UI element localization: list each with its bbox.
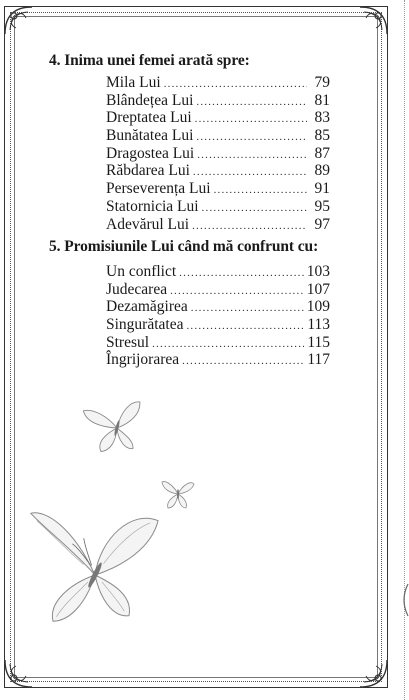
toc-entry-label: Stresul [106, 333, 150, 351]
toc-entry-label: Mila Lui [106, 74, 161, 91]
toc-entry-page: 83 [314, 109, 330, 127]
toc-entry-label: Dreptatea Lui [106, 109, 192, 127]
toc-entry-page: 115 [307, 333, 330, 351]
section-title: 5. Promisiunile Lui când mă confrunt cu: [49, 238, 319, 255]
toc-entry-label: Răbdarea Lui [106, 162, 190, 180]
toc-entry-page: 89 [314, 162, 330, 180]
toc-entry-label: Statornicia Lui [106, 197, 199, 215]
toc-entry-label: Un conflict [106, 263, 177, 280]
toc-entry-page: 113 [307, 316, 330, 334]
toc-entry-label: Dragostea Lui [106, 144, 195, 162]
toc-entry-label: Blândețea Lui [106, 91, 194, 109]
section-title: 4. Inima unei femei arată spre: [49, 52, 250, 69]
toc-entry-label: Îngrijorarea [106, 351, 180, 369]
toc-entry-page: 117 [307, 351, 330, 369]
toc-entry-label: Bunătatea Lui [106, 127, 194, 145]
toc-entry-page: 107 [306, 280, 330, 298]
toc-entry-page: 109 [306, 298, 330, 316]
toc-entry-page: 103 [306, 263, 330, 280]
butterfly-icon [31, 496, 171, 627]
toc-entry-page: 97 [314, 215, 330, 233]
toc-entry-page: 85 [314, 127, 330, 145]
butterfly-icon [83, 402, 144, 453]
toc-entry-label: Adevărul Lui [106, 215, 190, 233]
toc-entry-page: 95 [314, 197, 330, 215]
toc-entry-page: 91 [314, 180, 330, 198]
toc-entry-page: 81 [314, 91, 330, 109]
toc-entry-page: 79 [314, 74, 330, 91]
butterfly-icon [162, 482, 194, 508]
toc-entry-page: 87 [314, 144, 330, 162]
toc-entry-label: Perseverența Lui [106, 180, 211, 198]
toc-entry-label: Dezamăgirea [106, 298, 188, 316]
toc-entry-label: Judecarea [106, 280, 168, 298]
toc-entry-label: Singurătatea [106, 316, 184, 334]
